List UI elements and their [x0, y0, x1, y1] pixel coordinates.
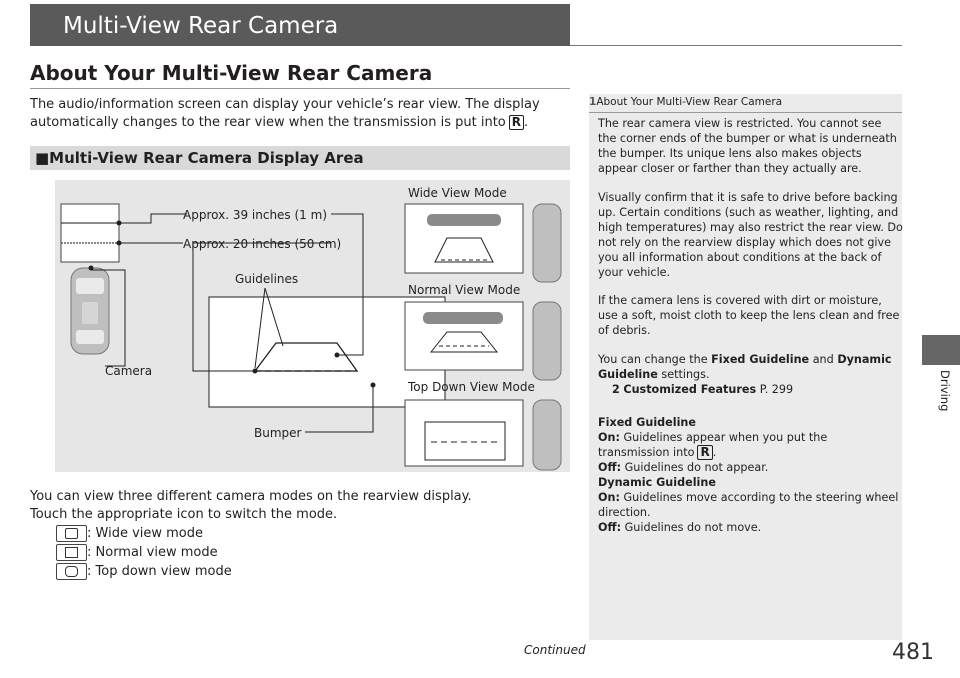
label-guidelines: Guidelines [235, 272, 299, 286]
section-title: About Your Multi-View Rear Camera [30, 61, 433, 85]
camera-diagram [55, 180, 570, 472]
sidebar-p2: Visually confirm that it is safe to drive before backing up. Certain conditions (such as weather, lighting, and high temperatures) may also restrict the rear view. Do not rely on the rearview display which does not give you all information about conditions at the back of your vehicle. [598, 191, 903, 279]
mode-item-normal [56, 544, 218, 563]
label-top-down-view-mode: Top Down View Mode [408, 380, 535, 394]
wide-view-thumbnail [405, 204, 561, 282]
gear-r-key: R [509, 115, 524, 130]
page-number: 481 [892, 640, 934, 665]
mode-item-top [56, 563, 232, 582]
label-approx-20: Approx. 20 inches (50 cm) [183, 237, 342, 251]
mode-wide-label: : Wide view mode [87, 526, 204, 541]
sidebar-p3: If the camera lens is covered with dirt or moisture, use a soft, moist cloth to keep the lens clean and free of debris. [598, 294, 900, 337]
label-normal-view-mode: Normal View Mode [408, 283, 521, 297]
intro-end: . [524, 115, 529, 130]
sidebar-fixed-guideline: Fixed Guideline On: Guidelines appear when you put the transmission into R . Off: Guidelines do not appear. Dynamic Guideline On: Guidelines move according to the steering wheel direction. Off: Guidelines do not move. [598, 416, 899, 534]
distance-zone-diagram [61, 204, 187, 366]
sidebar-rule [589, 112, 902, 113]
label-bumper: Bumper [254, 426, 302, 440]
label-camera: Camera [105, 364, 153, 378]
intro-line-2-text: automatically changes to the rear view when the transmission is put into [30, 115, 506, 130]
sidebar-heading: 1About Your Multi-View Rear Camera [589, 96, 783, 108]
label-approx-39: Approx. 39 inches (1 m) [183, 208, 327, 222]
intro-line-2 [30, 114, 528, 133]
normal-view-thumbnail [405, 302, 561, 380]
chapter-title: Multi-View Rear Camera [63, 13, 339, 39]
top-down-view-thumbnail [405, 400, 561, 470]
sidebar-settings-note: You can change the Fixed Guideline and Dynamic Guideline settings. 2 Customized Features P. 299 [598, 353, 892, 396]
mode-top-label: : Top down view mode [87, 564, 232, 579]
normal-view-mode-icon[interactable] [56, 544, 87, 561]
sidebar-p1: The rear camera view is restricted. You cannot see the corner ends of the bumper or what is underneath the bumper. Its unique lens also makes objects appear closer or farther than they actually are. [598, 117, 897, 175]
mode-item-wide [56, 525, 203, 544]
chapter-tab [922, 335, 960, 365]
section-rule [30, 88, 570, 89]
header-rule [570, 45, 902, 46]
sidebar-gear-r-key: R [697, 445, 712, 460]
intro-line-1: The audio/information screen can display your vehicle’s rear view. The display [30, 97, 540, 112]
mode-normal-label: : Normal view mode [87, 545, 218, 560]
label-wide-view-mode: Wide View Mode [408, 186, 507, 200]
modes-intro-2: Touch the appropriate icon to switch the mode. [30, 507, 338, 522]
wide-view-mode-icon[interactable] [56, 525, 87, 542]
modes-intro-1: You can view three different camera modes on the rearview display. [30, 489, 472, 504]
car-top-view-icon [71, 268, 109, 354]
top-down-view-mode-icon[interactable] [56, 563, 87, 580]
subheading-title: ■Multi-View Rear Camera Display Area [35, 149, 364, 167]
chapter-tab-label: Driving [938, 370, 952, 412]
customized-features-link[interactable]: 2 Customized Features P. 299 [612, 383, 794, 396]
continued-label: Continued [524, 643, 586, 657]
